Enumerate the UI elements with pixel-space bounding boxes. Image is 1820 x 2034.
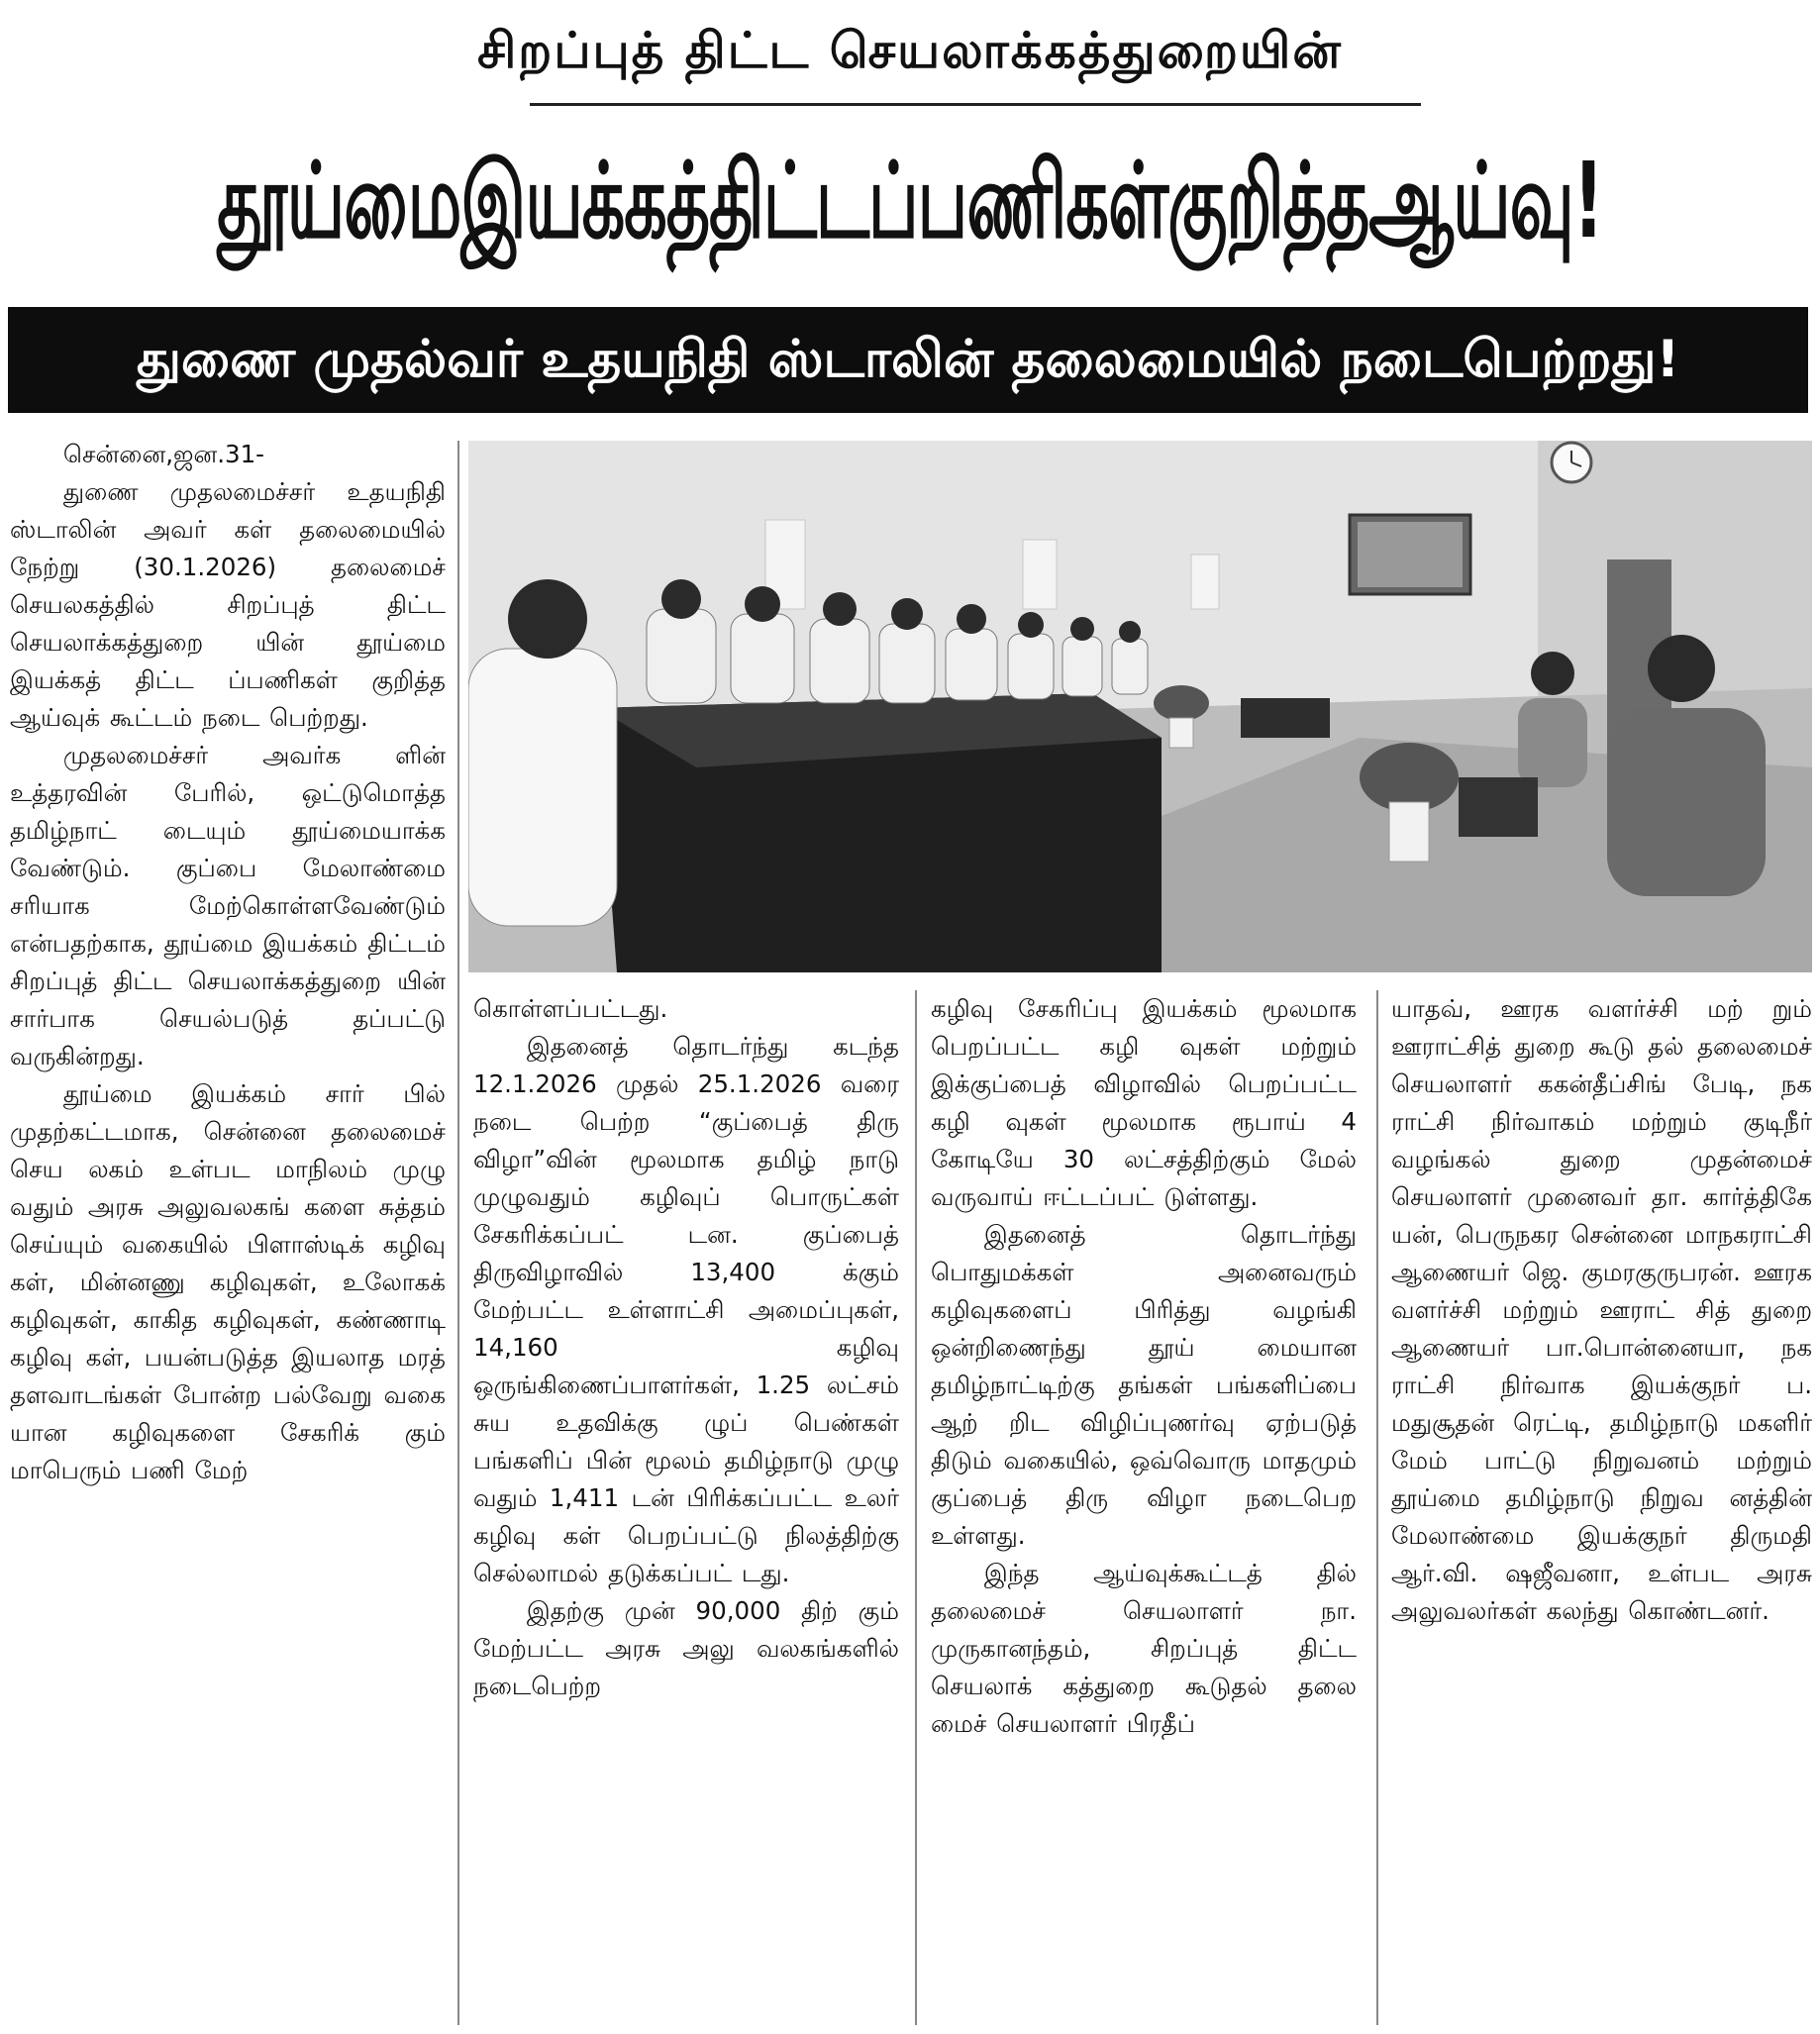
kicker-heading: சிறப்புத் திட்ட செயலாக்கத்துறையின் [477, 22, 1343, 79]
paragraph: தூய்மை இயக்கம் சார் பில் முதற்கட்டமாக, சென்னை தலைமைச் செய லகம் உள்பட மாநிலம் முழு வதும் அரசு அலுவலகங் களை சுத்தம் செய்யும் வகையில் பிளாஸ்டிக் கழிவு கள், மின்னணு கழிவுகள், உலோகக் கழிவுகள், காகித கழிவுகள், கண்ணாடி கழிவு கள், பயன்படுத்த இயலாத மரத் தளவாடங்கள் போன்ற பல்வேறு வகை யான கழிவுகளை சேகரிக் கும் மாபெரும் பணி மேற் [10, 1079, 446, 1484]
article-column-1 [10, 436, 446, 1489]
column-divider [1376, 990, 1378, 2025]
dateline: சென்னை,ஜன.31- [62, 440, 265, 468]
paragraph: கொள்ளப்பட்டது. [473, 994, 668, 1023]
paragraph: கழிவு சேகரிப்பு இயக்கம் மூலமாக பெறப்பட்ட கழி வுகள் மற்றும் இக்குப்பைத் விழாவில் பெறப்பட்ட கழி வுகள் மூலமாக ரூபாய் 4 கோடியே 30 லட்சத்திற்கும் மேல் வருவாய் ஈட்டப்பட் டுள்ளது. [931, 994, 1357, 1211]
paragraph: இந்த ஆய்வுக்கூட்டத் தில் தலைமைச் செயலாளர் நா. முருகானந்தம், சிறப்புத் திட்ட செயலாக் கத்துறை கூடுதல் தலை மைச் செயலாளர் பிரதீப் [931, 1559, 1357, 1738]
paragraph: இதனைத் தொடர்ந்து பொதுமக்கள் அனைவரும் கழிவுகளைப் பிரித்து வழங்கி ஒன்றிணைந்து தூய் மையான தமிழ்நாட்டிற்கு தங்கள் பங்களிப்பை ஆற் றிட விழிப்புணர்வு ஏற்படுத் திடும் வகையில், ஒவ்வொரு மாதமும் குப்பைத் திரு விழா நடைபெற உள்ளது. [931, 1220, 1357, 1550]
paragraph: இதற்கு முன் 90,000 திற் கும் மேற்பட்ட அரசு அலு வலகங்களில் நடைபெற்ற [473, 1596, 899, 1700]
meeting-photo-illustration [468, 441, 1812, 972]
article-column-3 [931, 990, 1357, 1743]
paragraph: யாதவ், ஊரக வளர்ச்சி மற் றும் ஊராட்சித் துறை கூடு தல் தலைமைச் செயலாளர் ககன்தீப்சிங் பேடி, நக ராட்சி நிர்வாகம் மற்றும் குடிநீர் வழங்கல் துறை முதன்மைச் செயலாளர் முனைவர் தா. கார்த்திகே யன், பெருநகர சென்னை மாநகராட்சி ஆணையர் ஜெ. குமரகுருபரன். ஊரக வளர்ச்சி மற்றும் ஊராட் சித் துறை ஆணையர் பா.பொன்னையா, நக ராட்சி நிர்வாக இயக்குநர் ப. மதுசூதன் ரெட்டி, தமிழ்நாடு மகளிர் மேம் பாட்டு நிறுவனம் மற்றும் தூய்மை தமிழ்நாடு நிறுவ னத்தின் மேலாண்மை இயக்குநர் திருமதி ஆர்.வி. ஷஜீவனா, உள்பட அரசு அலுவலர்கள் கலந்து கொண்டனர். [1391, 994, 1812, 1625]
column-divider [915, 990, 917, 2025]
article-column-4 [1391, 990, 1812, 1630]
paragraph: துணை முதலமைச்சர் உதயநிதி ஸ்டாலின் அவர் கள் தலைமையில் நேற்று (30.1.2026) தலைமைச் செயலகத்தில் சிறப்புத் திட்ட செயலாக்கத்துறை யின் தூய்மை இயக்கத் திட்ட ப்பணிகள் குறித்த ஆய்வுக் கூட்டம் நடை பெற்றது. [10, 477, 446, 732]
headline: தூய்மைஇயக்கத்திட்டப்பணிகள்குறித்தஆய்வு! [217, 142, 1603, 263]
paragraph: முதலமைச்சர் அவர்க ளின் உத்தரவின் பேரில், ஒட்டுமொத்த தமிழ்நாட் டையும் தூய்மையாக்க வேண்டும். குப்பை மேலாண்மை சரியாக மேற்கொள்ளவேண்டும் என்பதற்காக, தூய்மை இயக்கம் திட்டம் சிறப்புத் திட்ட செயலாக்கத்துறை யின் சார்பாக செயல்படுத் தப்பட்டு வருகின்றது. [10, 741, 446, 1070]
meeting-photo [468, 441, 1812, 972]
article-column-2 [473, 990, 899, 1705]
paragraph: இதனைத் தொடர்ந்து கடந்த 12.1.2026 முதல் 25.1.2026 வரை நடை பெற்ற “குப்பைத் திரு விழா”வின் மூலமாக தமிழ் நாடு முழுவதும் கழிவுப் பொருட்கள் சேகரிக்கப்பட் டன. குப்பைத் திருவிழாவில் 13,400 க்கும் மேற்பட்ட உள்ளாட்சி அமைப்புகள், 14,160 கழிவு ஒருங்கிணைப்பாளர்கள், 1.25 லட்சம் சுய உதவிக்கு ழுப் பெண்கள் பங்களிப் பின் மூலம் தமிழ்நாடு முழு வதும் 1,411 டன் பிரிக்கப்பட்ட உலர் கழிவு கள் பெறப்பட்டு நிலத்திற்கு செல்லாமல் தடுக்கப்பட் டது. [473, 1032, 899, 1587]
subheadline-banner: துணை முதல்வர் உதயநிதி ஸ்டாலின் தலைமையில் நடைபெற்றது! [8, 307, 1808, 413]
column-divider [457, 441, 459, 2025]
